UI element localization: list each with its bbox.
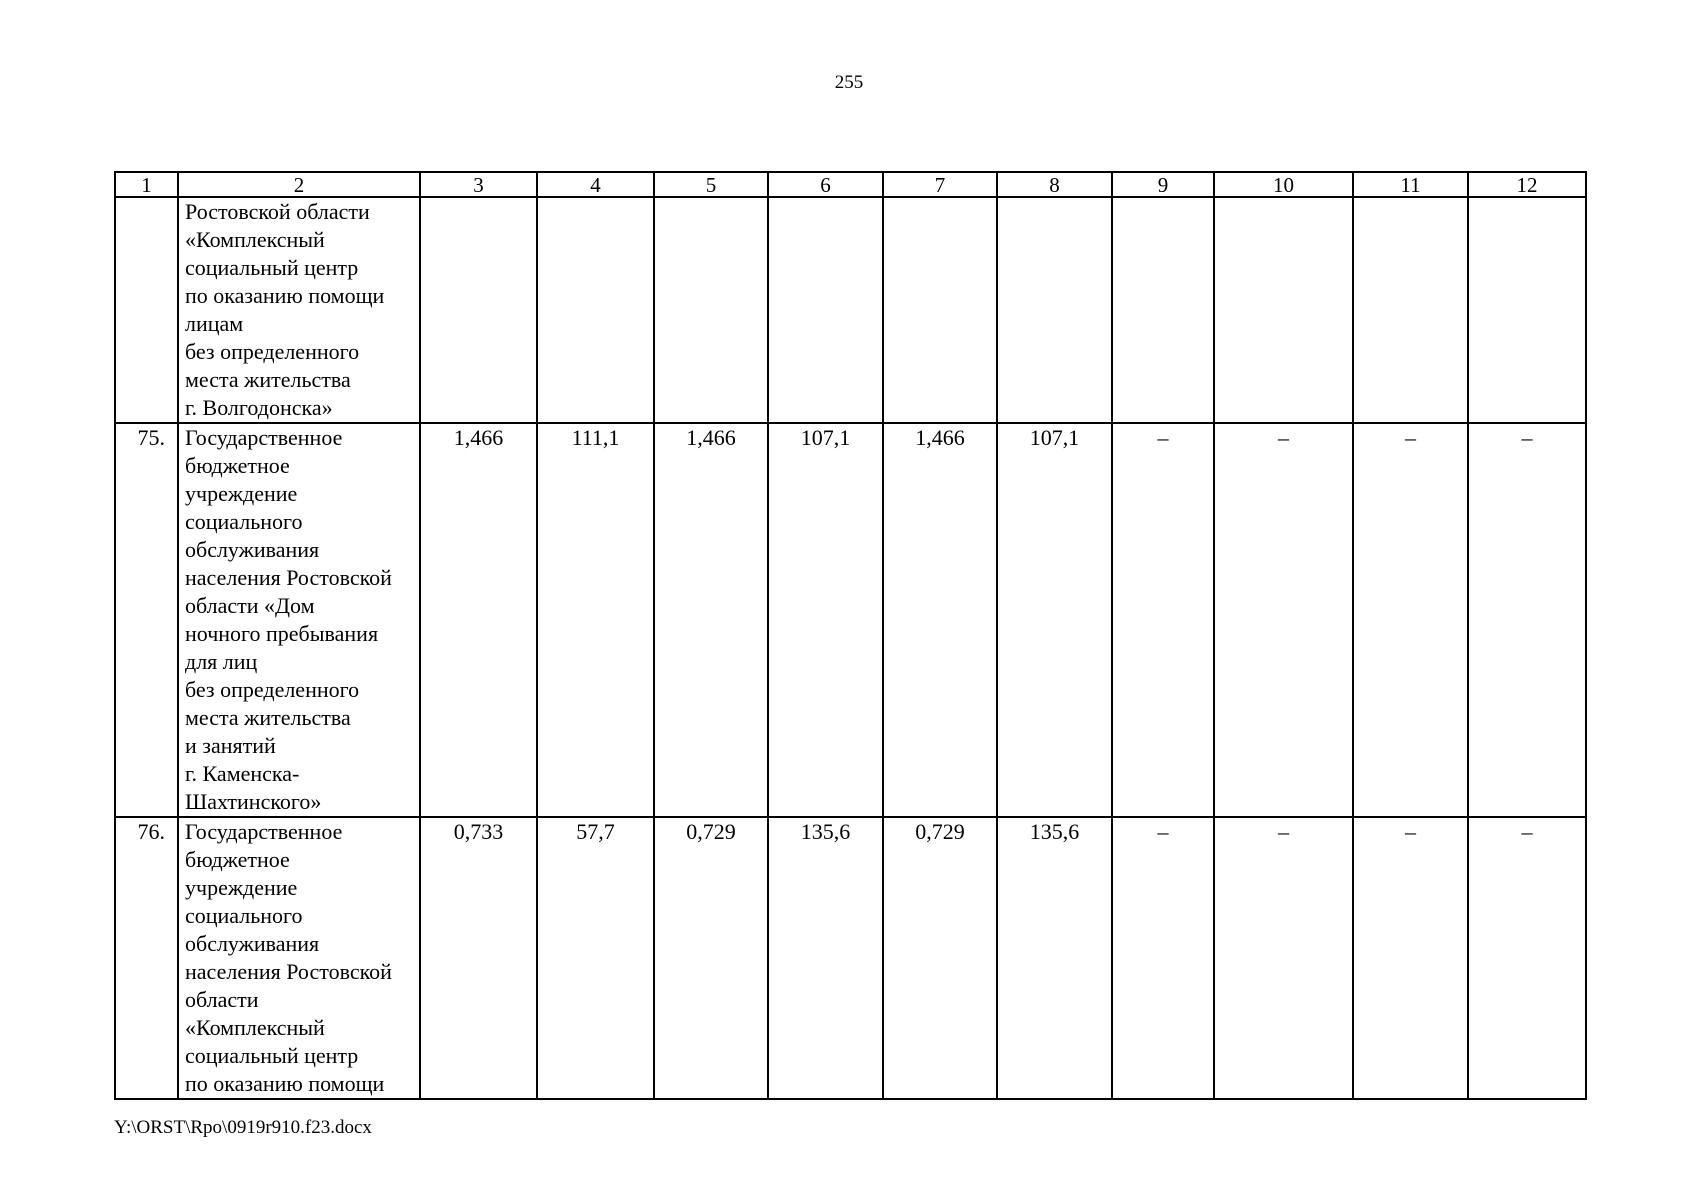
column-header: 6 — [768, 172, 883, 197]
name-line: социальный центр — [185, 1043, 359, 1068]
value-cell — [420, 197, 537, 423]
name-line: области «Дом — [185, 593, 315, 618]
value-cell: 107,1 — [997, 423, 1112, 817]
name-line: Государственное — [185, 819, 343, 844]
column-header: 9 — [1112, 172, 1214, 197]
name-line: и занятий — [185, 733, 276, 758]
column-header: 12 — [1468, 172, 1586, 197]
value-cell: 135,6 — [768, 817, 883, 1099]
value-cell — [537, 197, 654, 423]
value-cell: – — [1112, 423, 1214, 817]
name-line: бюджетное — [185, 847, 290, 872]
value-cell: 0,733 — [420, 817, 537, 1099]
name-line: по оказанию помощи — [185, 1071, 385, 1096]
name-line: места жительства — [185, 705, 351, 730]
name-line: населения Ростовской — [185, 565, 392, 590]
name-line: обслуживания — [185, 931, 320, 956]
column-header: 11 — [1353, 172, 1468, 197]
column-header: 3 — [420, 172, 537, 197]
row-number: 76. — [115, 817, 178, 1099]
value-cell: – — [1353, 817, 1468, 1099]
value-cell: 1,466 — [420, 423, 537, 817]
value-cell — [1112, 197, 1214, 423]
name-line: места жительства — [185, 367, 351, 392]
row-number: 75. — [115, 423, 178, 817]
table-header-row — [115, 172, 1586, 197]
value-cell — [1468, 197, 1586, 423]
name-line: ночного пребывания — [185, 621, 379, 646]
name-line: населения Ростовской — [185, 959, 392, 984]
institution-name — [178, 197, 420, 423]
column-header: 7 — [883, 172, 997, 197]
table-row — [115, 817, 1586, 1099]
value-cell: 135,6 — [997, 817, 1112, 1099]
name-line: обслуживания — [185, 537, 320, 562]
value-cell — [1214, 197, 1353, 423]
footer-file-path: Y:\ORST\Rpo\0919r910.f23.docx — [114, 1117, 372, 1138]
value-cell: – — [1214, 817, 1353, 1099]
table-row — [115, 197, 1586, 423]
column-header: 10 — [1214, 172, 1353, 197]
value-cell: – — [1214, 423, 1353, 817]
name-line: социального — [185, 903, 303, 928]
value-cell: 111,1 — [537, 423, 654, 817]
value-cell: – — [1468, 423, 1586, 817]
column-header: 1 — [115, 172, 178, 197]
name-line: лицам — [185, 311, 244, 336]
column-header: 4 — [537, 172, 654, 197]
table-row — [115, 423, 1586, 817]
value-cell: 0,729 — [654, 817, 768, 1099]
value-cell — [768, 197, 883, 423]
row-number — [115, 197, 178, 423]
name-line: для лиц — [185, 649, 258, 674]
name-line: бюджетное — [185, 453, 290, 478]
name-line: Ростовской области — [185, 199, 370, 224]
column-header: 8 — [997, 172, 1112, 197]
name-line: «Комплексный — [185, 1015, 325, 1040]
value-cell: – — [1353, 423, 1468, 817]
name-line: социального — [185, 509, 303, 534]
institution-name — [178, 423, 420, 817]
name-line: области — [185, 987, 259, 1012]
value-cell — [654, 197, 768, 423]
value-cell: – — [1112, 817, 1214, 1099]
value-cell: – — [1468, 817, 1586, 1099]
value-cell — [997, 197, 1112, 423]
name-line: «Комплексный — [185, 227, 325, 252]
value-cell: 107,1 — [768, 423, 883, 817]
value-cell — [1353, 197, 1468, 423]
name-line: Шахтинского» — [185, 789, 322, 814]
value-cell — [883, 197, 997, 423]
name-line: социальный центр — [185, 255, 359, 280]
page-number: 255 — [834, 72, 864, 93]
name-line: без определенного — [185, 339, 360, 364]
name-line: без определенного — [185, 677, 360, 702]
value-cell: 1,466 — [654, 423, 768, 817]
name-line: по оказанию помощи — [185, 283, 385, 308]
name-line: учреждение — [185, 875, 298, 900]
column-header: 2 — [178, 172, 420, 197]
value-cell: 57,7 — [537, 817, 654, 1099]
name-line: Государственное — [185, 425, 343, 450]
column-header: 5 — [654, 172, 768, 197]
name-line: г. Каменска- — [185, 761, 300, 786]
name-line: учреждение — [185, 481, 298, 506]
name-line: г. Волгодонска» — [185, 395, 333, 420]
value-cell: 0,729 — [883, 817, 997, 1099]
data-table — [114, 171, 1587, 1100]
institution-name — [178, 817, 420, 1099]
value-cell: 1,466 — [883, 423, 997, 817]
